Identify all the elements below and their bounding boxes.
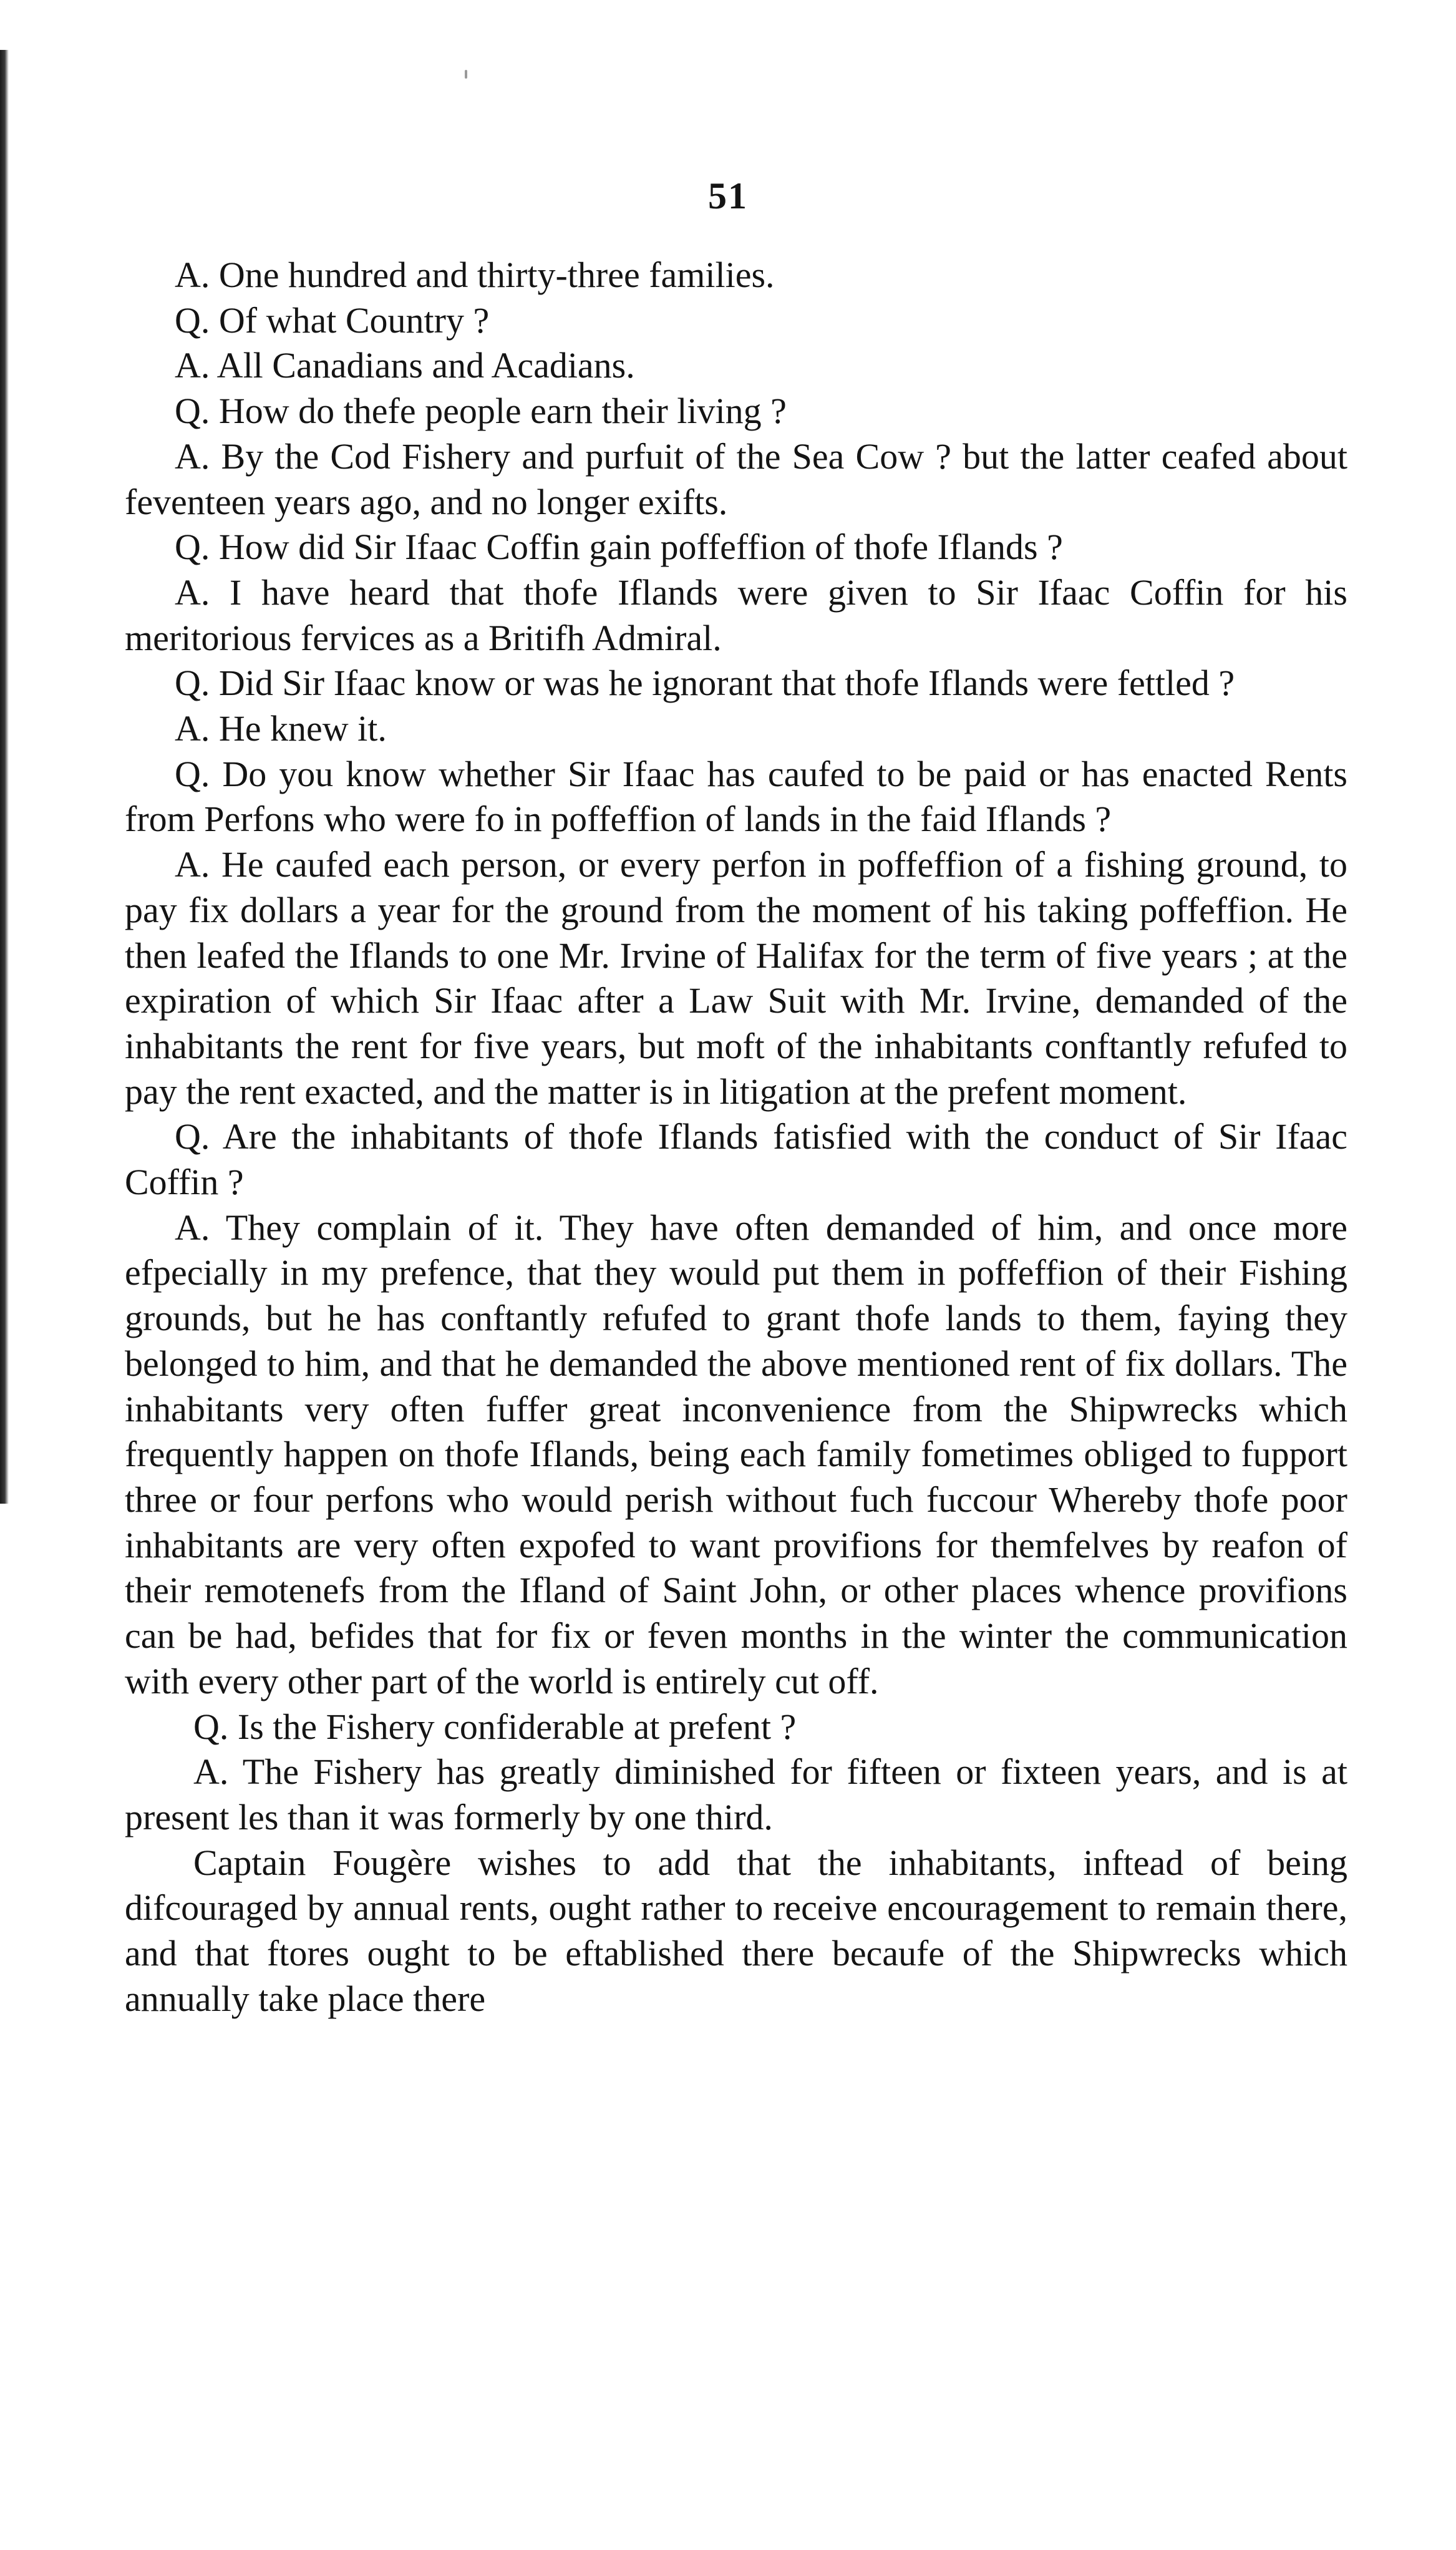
question-living: Q. How do thefe people earn their living ?: [175, 391, 787, 432]
question-country: Q. Of what Country ?: [175, 299, 490, 341]
question-possession: Q. How did Sir Ifaac Coffin gain poffeffion of thofe Iflands ?: [175, 527, 1063, 568]
page-binding-edge: [0, 50, 9, 1504]
answer-possession: A. I have heard that thofe Iflands were given to Sir Ifaac Coffin for his meritorious fervices as a Britifh Admiral.: [125, 572, 1347, 658]
answer-living: A. By the Cod Fishery and purfuit of the Sea Cow ? but the latter ceafed about feventeen years ago, and no longer exifts.: [125, 436, 1347, 522]
paper-speck: [465, 70, 467, 79]
answer-settled: A. He knew it.: [175, 708, 387, 749]
closing-statement: Captain Fougère wishes to add that the inhabitants, inftead of being difcouraged by annual rents, ought rather to receive encouragement to remain there, and that ftores ought to be eftablished there becaufe of the Shipwrecks which annually take place there: [125, 1842, 1347, 2019]
page-number: 51: [708, 175, 748, 217]
answer-fishery: A. The Fishery has greatly diminished for fifteen or fixteen years, and is at present les than it was formerly by one third.: [125, 1751, 1347, 1837]
answer-rents: A. He caufed each person, or every perfon in poffeffion of a fishing ground, to pay fix dollars a year for the ground from the moment of his taking poffeffion. He then leafed the Iflands to one Mr. Irvine of Halifax for the term of five years ; at the expiration of which Sir Ifaac after a Law Suit with Mr. Irvine, demanded of the inhabitants the rent for five years, but moft of the inhabitants conftantly refufed to pay the rent exacted, and the matter is in litigation at the prefent moment.: [125, 844, 1347, 1112]
question-fishery: Q. Is the Fishery confiderable at prefent ?: [193, 1706, 797, 1747]
question-settled: Q. Did Sir Ifaac know or was he ignorant that thofe Iflands were fettled ?: [175, 663, 1235, 704]
question-satisfied: Q. Are the inhabitants of thofe Iflands fatisfied with the conduct of Sir Ifaac Coffin ?: [125, 1116, 1347, 1203]
question-rents: Q. Do you know whether Sir Ifaac has caufed to be paid or has enacted Rents from Perfons who were fo in poffeffion of lands in the faid Iflands ?: [125, 753, 1347, 840]
answer-satisfied: A. They complain of it. They have often demanded of him, and once more efpecially in my prefence, that they would put them in poffeffion of their Fishing grounds, but he has conftantly refufed to grant thofe lands to them, faying they belonged to him, and that he demanded the above mentioned rent of fix dollars. The inhabitants very often fuffer great inconvenience from the Shipwrecks which frequently happen on thofe Iflands, being each family fometimes obliged to fupport three or four perfons who would perish without fuch fuccour Whereby thofe poor inhabitants are very often expofed to want provifions for themfelves by reafon of their remotenefs from the Ifland of Saint John, or other places whence provifions can be had, befides that for fix or feven months in the winter the communication with every other part of the world is entirely cut off.: [125, 1207, 1347, 1701]
answer-families: A. One hundred and thirty-three families.: [175, 255, 775, 295]
answer-country: A. All Canadians and Acadians.: [175, 345, 635, 386]
page-body: [125, 253, 1347, 2022]
